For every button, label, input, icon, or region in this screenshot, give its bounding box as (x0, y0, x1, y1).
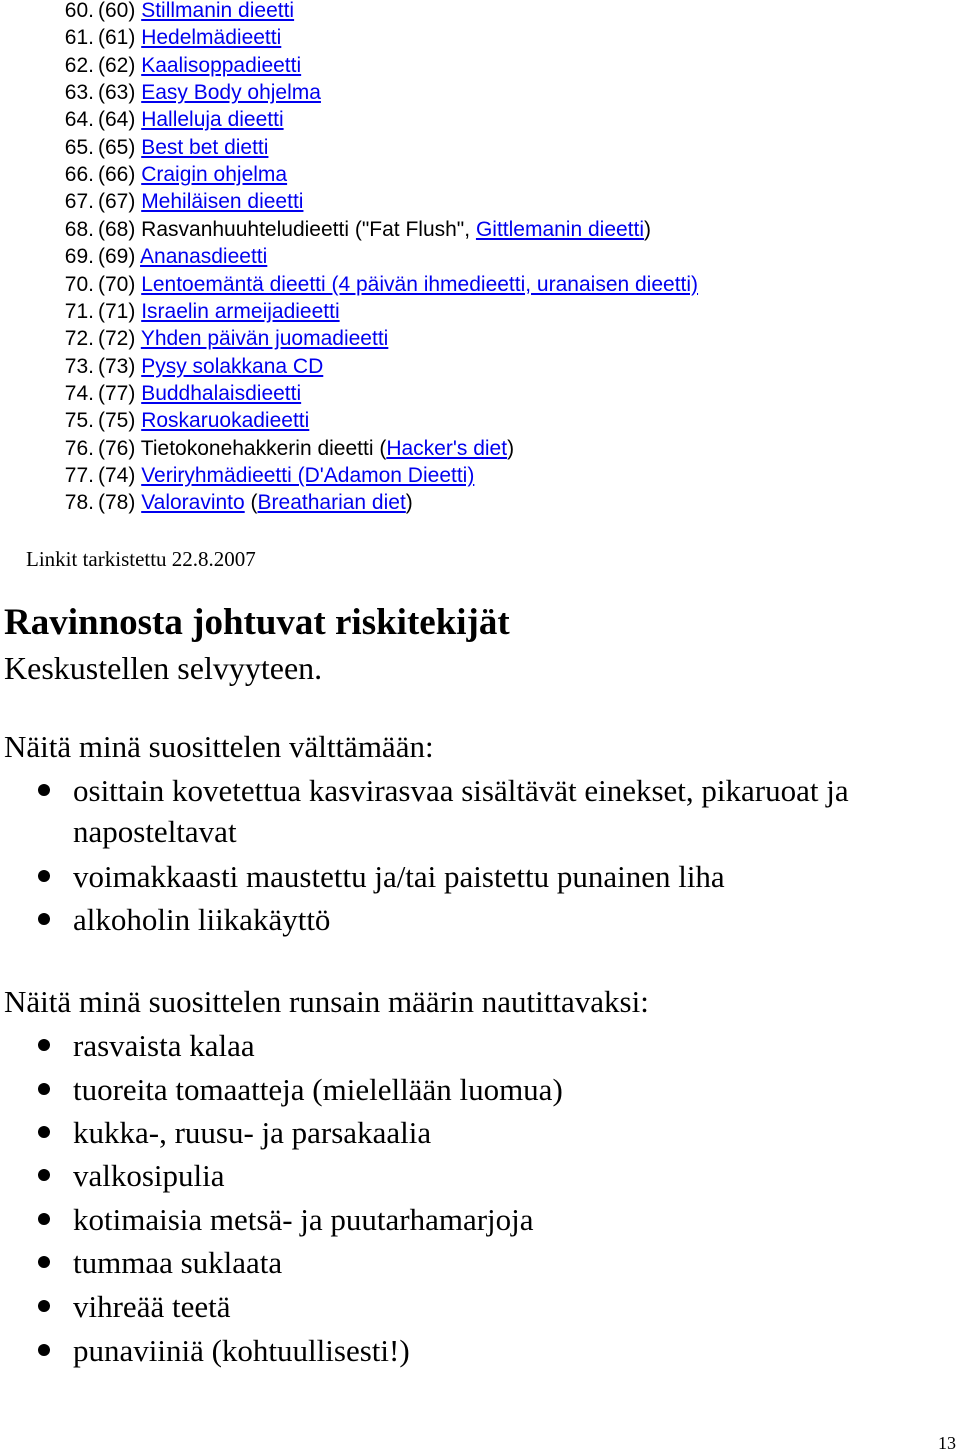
list-item-text: (68) Rasvanhuuhteludieetti ("Fat Flush", (98, 217, 476, 241)
list-item-text: (71) (98, 299, 142, 323)
list-item-content (98, 489, 413, 516)
list-item-content (98, 407, 309, 434)
bullet-text: rasvaista kalaa (73, 1028, 255, 1063)
list-item-number: 78. (64, 491, 94, 515)
list-item-number: 62. (64, 53, 94, 77)
bullet-text: kotimaisia metsä- ja puutarhamarjoja (73, 1202, 534, 1237)
list-item-text: ) (644, 217, 652, 241)
bullet-text: kukka-, ruusu- ja parsakaalia (73, 1115, 432, 1150)
list-item-text: (65) (98, 135, 142, 159)
list-item-content (98, 271, 698, 298)
diet-link[interactable]: Lentoemäntä dieetti (4 päivän ihmedieetti, uranaisen dieetti) (141, 272, 699, 296)
diet-link[interactable]: Halleluja dieetti (141, 108, 284, 132)
bullet-icon (38, 1169, 50, 1181)
diet-link[interactable]: Breatharian diet (257, 491, 406, 515)
recommend-heading: Näitä minä suosittelen runsain määrin nautittavaksi: (4, 984, 649, 1019)
list-item-number: 65. (64, 135, 94, 159)
list-item-content (98, 161, 287, 188)
list-item-text: (73) (98, 354, 142, 378)
diet-link[interactable]: Stillmanin dieetti (141, 0, 295, 22)
list-item-content (98, 52, 301, 79)
page-number: 13 (938, 1433, 956, 1453)
list-item-text: (60) (98, 0, 142, 22)
list-item-content (98, 462, 474, 489)
bullet-text: punaviiniä (kohtuullisesti!) (73, 1333, 410, 1368)
bullet-text: vihreää teetä (73, 1289, 231, 1324)
list-item-content (98, 353, 323, 380)
list-item-number: 74. (64, 381, 94, 405)
list-item-number: 73. (64, 354, 94, 378)
list-item-text: ) (507, 436, 515, 460)
bullet-text: alkoholin liikakäyttö (73, 902, 331, 937)
list-item-text: (75) (98, 409, 142, 433)
list-item-number: 68. (64, 217, 94, 241)
diet-link[interactable]: Kaalisoppadieetti (141, 53, 302, 77)
list-item-content (98, 325, 388, 352)
diet-link[interactable]: Israelin armeijadieetti (141, 299, 340, 323)
list-item-content (98, 106, 284, 133)
list-item-text: (67) (98, 190, 142, 214)
bullet-icon (38, 1083, 50, 1095)
diet-link[interactable]: Pysy solakkana CD (141, 354, 324, 378)
bullet-text: osittain kovetettua kasvirasvaa sisältävät einekset, pikaruoat ja naposteltavat (73, 773, 849, 849)
list-item-content (98, 0, 294, 24)
list-item-content (98, 298, 340, 325)
bullet-icon (38, 1300, 50, 1312)
avoid-heading: Näitä minä suosittelen välttämään: (4, 729, 434, 764)
list-item-content (98, 79, 321, 106)
diet-link[interactable]: Veriryhmädieetti (D'Adamon Dieetti) (141, 463, 475, 487)
list-item-number: 72. (64, 327, 94, 351)
list-item-text: (62) (98, 53, 142, 77)
diet-link[interactable]: Hedelmädieetti (141, 26, 282, 50)
section-title: Ravinnosta johtuvat riskitekijät (4, 602, 510, 643)
bullet-icon (38, 1039, 50, 1051)
diet-link[interactable]: Ananasdieetti (140, 245, 268, 269)
list-item-text: ( (244, 491, 258, 515)
bullet-text: tummaa suklaata (73, 1245, 283, 1280)
list-item-content (98, 134, 268, 161)
list-item-content (98, 216, 651, 243)
list-item-text: (70) (98, 272, 142, 296)
bullet-icon (38, 1256, 50, 1268)
diet-link[interactable]: Valoravinto (141, 491, 245, 515)
list-item-content (98, 188, 303, 215)
list-item-content (98, 24, 281, 51)
list-item-content (98, 380, 301, 407)
list-item-text: (78) (98, 491, 142, 515)
list-item-number: 63. (64, 81, 94, 105)
list-item-number: 71. (64, 299, 94, 323)
list-item-text: (61) (98, 26, 142, 50)
list-item-number: 75. (64, 409, 94, 433)
bullet-icon (38, 870, 50, 882)
list-item-text: (63) (98, 81, 142, 105)
bullet-text: tuoreita tomaatteja (mielellään luomua) (73, 1072, 563, 1107)
list-item-content (98, 243, 267, 270)
list-item-number: 66. (64, 163, 94, 187)
links-checked-note: Linkit tarkistettu 22.8.2007 (26, 547, 256, 571)
list-item-number: 76. (64, 436, 94, 460)
bullet-icon (38, 784, 50, 796)
diet-link[interactable]: Easy Body ohjelma (141, 81, 321, 105)
bullet-icon (38, 913, 50, 925)
list-item-number: 70. (64, 272, 94, 296)
list-item-text: (74) (98, 463, 142, 487)
list-item-content (98, 435, 514, 462)
list-item-number: 67. (64, 190, 94, 214)
diet-link[interactable]: Roskaruokadieetti (141, 409, 310, 433)
list-item-number: 61. (64, 26, 94, 50)
list-item-text: (76) Tietokonehakkerin dieetti ( (98, 436, 387, 460)
list-item-text: (72) (98, 327, 141, 351)
list-item-text: (66) (98, 163, 142, 187)
bullet-text: valkosipulia (73, 1158, 225, 1193)
diet-link[interactable]: Buddhalaisdieetti (141, 381, 302, 405)
diet-link[interactable]: Mehiläisen dieetti (141, 190, 304, 214)
bullet-icon (38, 1344, 50, 1356)
list-item-number: 69. (64, 245, 94, 269)
list-item-text: (64) (98, 108, 142, 132)
diet-link[interactable]: Craigin ohjelma (141, 163, 288, 187)
diet-link[interactable]: Yhden päivän juomadieetti (140, 327, 389, 351)
diet-link[interactable]: Gittlemanin dieetti (475, 217, 645, 241)
list-item-text: ) (405, 491, 413, 515)
list-item-text: (77) (98, 381, 142, 405)
list-item-number: 60. (64, 0, 94, 22)
bullet-text: voimakkaasti maustettu ja/tai paistettu punainen liha (73, 859, 725, 894)
list-item-text: (69) (98, 245, 141, 269)
bullet-icon (38, 1126, 50, 1138)
diet-link[interactable]: Best bet dietti (141, 135, 269, 159)
list-item-number: 64. (64, 108, 94, 132)
diet-link[interactable]: Hacker's diet (386, 436, 508, 460)
section-subtitle: Keskustellen selvyyteen. (4, 650, 323, 686)
list-item-number: 77. (64, 463, 94, 487)
bullet-icon (38, 1213, 50, 1225)
